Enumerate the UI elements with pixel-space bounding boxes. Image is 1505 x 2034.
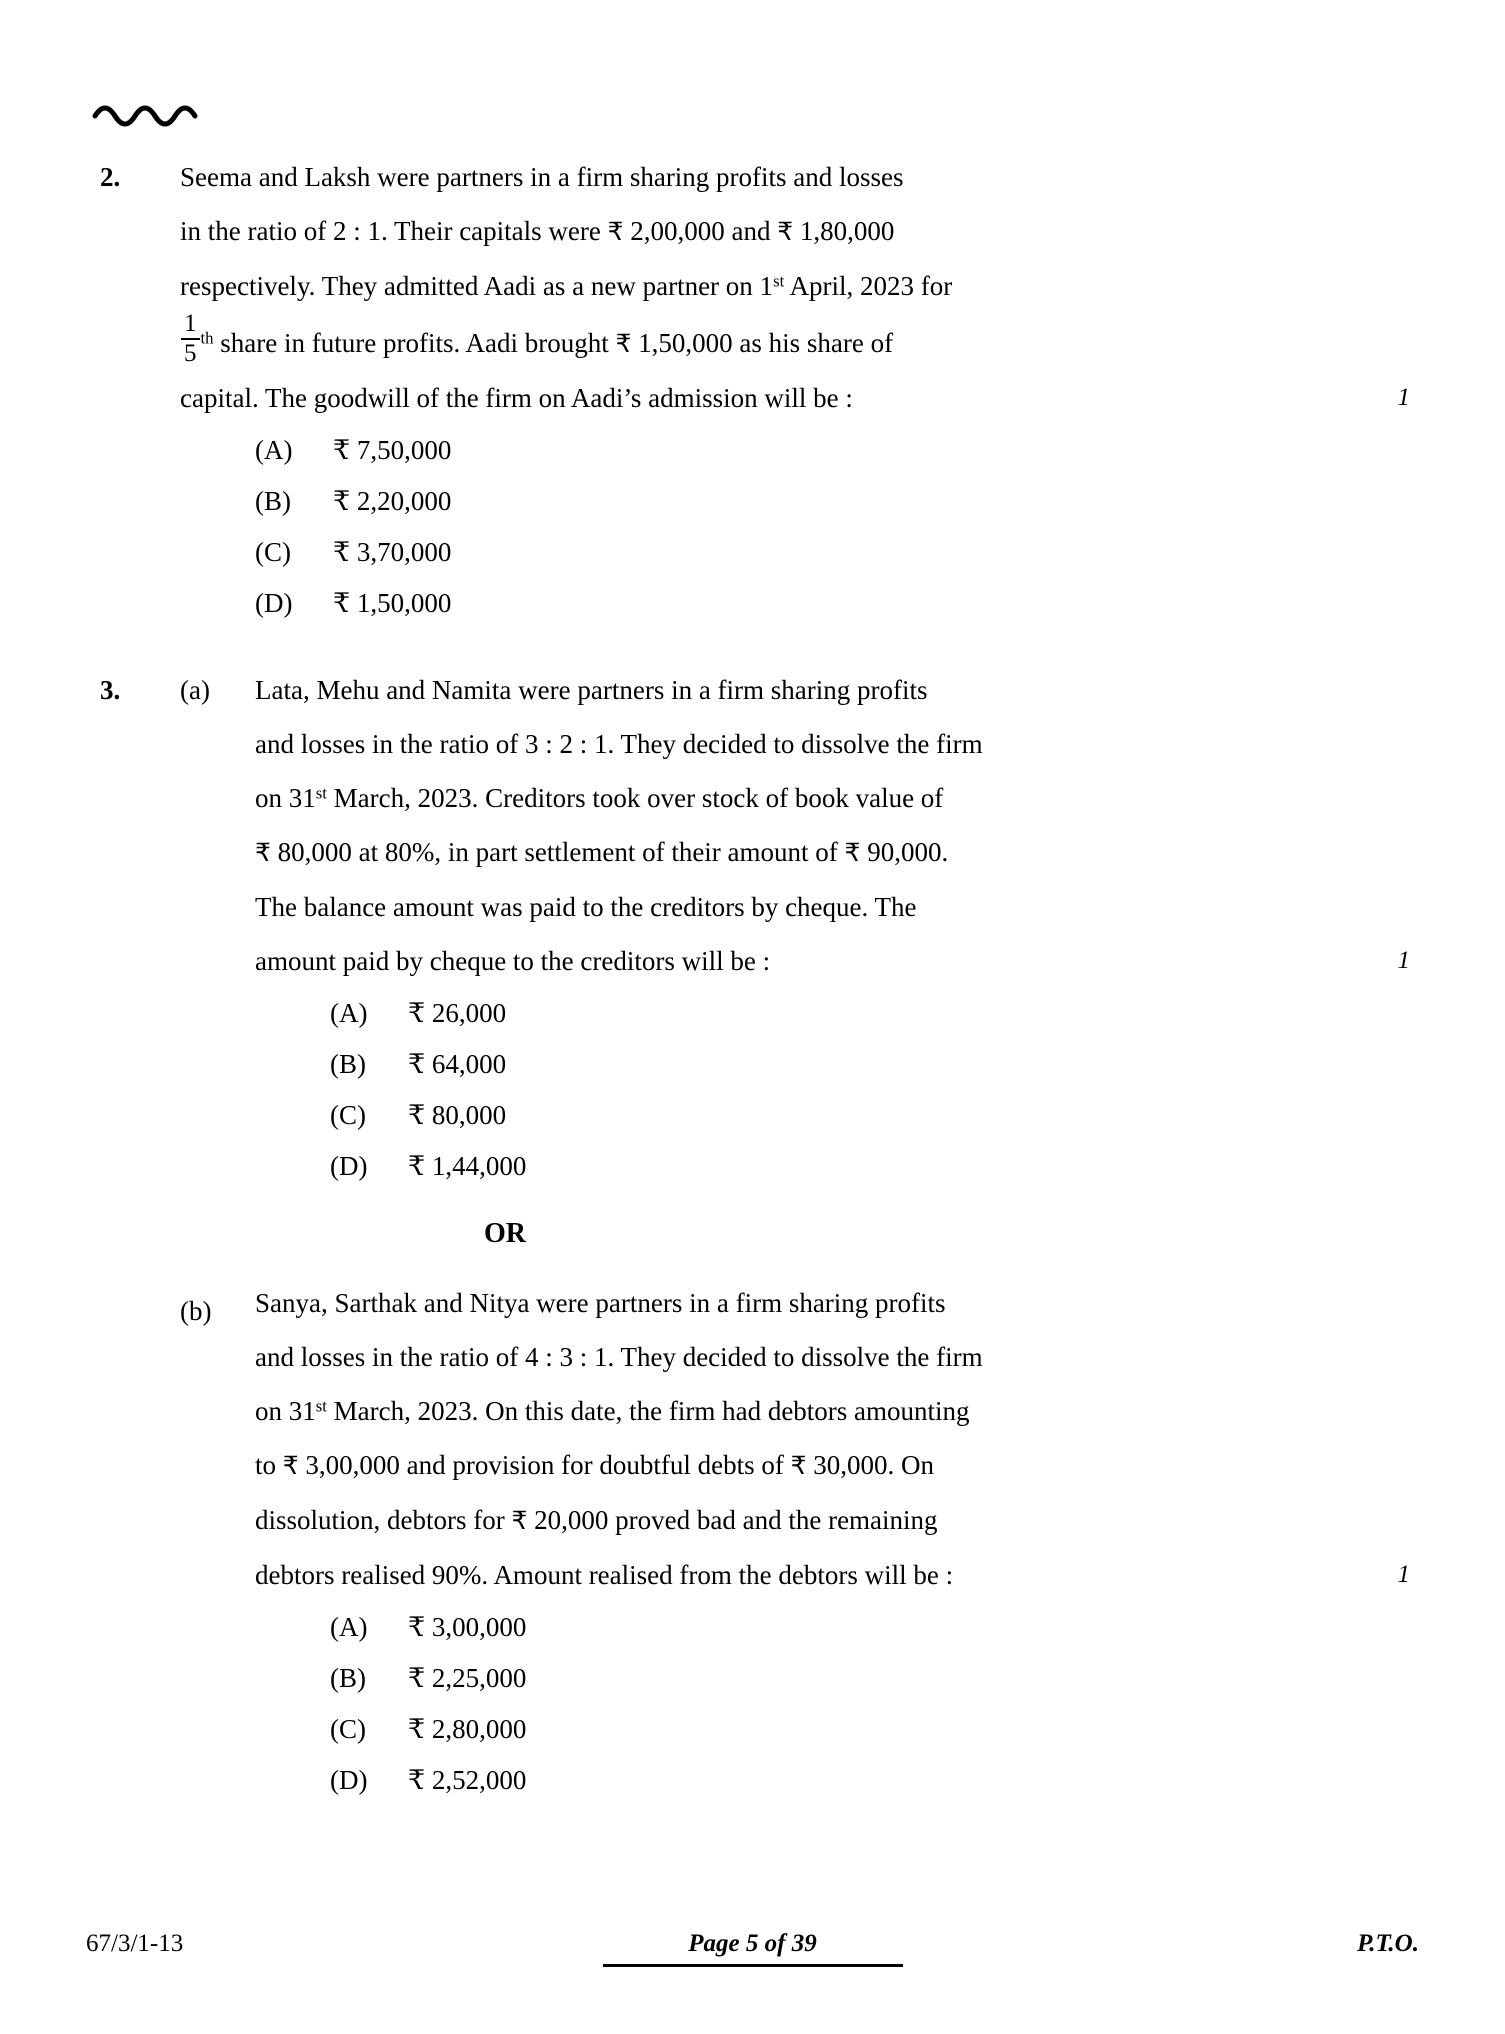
option-text: ₹ 2,20,000 [333,486,452,516]
option-label: (B) [330,1663,366,1693]
question-3a-options [330,988,1410,1192]
option-row[interactable] [255,578,1410,629]
option-text: ₹ 1,44,000 [408,1151,527,1181]
question-content [100,150,1410,1806]
option-label: (D) [330,1151,368,1181]
option-label: (C) [330,1714,366,1744]
ordinal-suffix: st [773,271,785,291]
stem-text: Lata, Mehu and Namita were partners in a firm sharing profits [255,675,928,705]
question-3 [100,663,1410,1806]
footer-rule [603,1964,903,1967]
stem-line [255,1276,1310,1330]
stem-text: 30,000. On [806,1450,935,1480]
option-text: ₹ 2,80,000 [408,1714,527,1744]
marks-indicator: 1 [1397,1561,1410,1588]
rupee-symbol: ₹ [255,839,271,867]
option-row[interactable] [330,1039,1410,1090]
option-label: (C) [255,537,291,567]
question-3b-stem [255,1276,1410,1602]
option-text: ₹ 2,52,000 [408,1765,527,1795]
option-row[interactable] [330,988,1410,1039]
stem-text: 80,000 at 80%, in part settlement of their amount of [270,837,845,867]
option-row[interactable] [330,1090,1410,1141]
stem-text: dissolution, debtors for [255,1505,512,1535]
stem-text: in the ratio of 2 : 1. Their capitals were [180,216,608,246]
option-text: ₹ 7,50,000 [333,435,452,465]
paper-code: 67/3/1-13 [86,1930,184,1957]
option-label: (B) [255,486,291,516]
stem-line [255,663,1310,717]
stem-text: March, 2023. Creditors took over stock of book value of [326,783,944,813]
stem-line [180,150,1310,204]
stem-line [255,934,1410,988]
stem-text: 1,80,000 [793,216,895,246]
question-3b-options [330,1602,1410,1806]
option-text: ₹ 2,25,000 [408,1663,527,1693]
stem-line-fraction [180,310,1310,371]
stem-text: capital. The goodwill of the firm on Aadi’s admission will be : [180,383,853,413]
rupee-symbol: ₹ [511,1507,528,1535]
option-text: ₹ 3,70,000 [333,537,452,567]
stem-text: on 31 [255,1396,316,1426]
question-3a-stem [255,663,1410,988]
rupee-symbol: ₹ [790,1452,807,1480]
question-3-number: 3. [100,675,121,705]
option-label: (A) [255,435,293,465]
option-text: ₹ 80,000 [408,1100,507,1130]
or-divider: OR [484,1218,526,1249]
wavy-line-icon [92,98,202,130]
stem-text: The balance amount was paid to the creditors by cheque. The [255,892,917,922]
stem-text: to [255,1450,283,1480]
rupee-symbol: ₹ [777,218,794,246]
stem-text: 20,000 proved bad and the remaining [527,1505,938,1535]
option-text: ₹ 1,50,000 [333,588,452,618]
stem-text: 2,00,000 and [623,216,778,246]
stem-text: 90,000. [860,837,949,867]
block-spacer [100,629,1410,663]
option-row[interactable] [330,1755,1410,1806]
block-spacer [100,1192,1410,1206]
stem-text: April, 2023 for [784,271,953,301]
question-3a-part-label: (a) [180,675,210,705]
fraction-one-fifth [181,311,200,368]
stem-text: and losses in the ratio of 4 : 3 : 1. They decided to dissolve the firm [255,1342,983,1372]
fraction-denominator: 5 [184,340,197,368]
stem-line [180,204,1310,259]
option-row[interactable] [330,1653,1410,1704]
stem-text: 1,50,000 as his share of [631,328,894,358]
page-footer [86,1930,1419,1976]
stem-line [255,1438,1310,1493]
option-row[interactable] [330,1602,1410,1653]
stem-text: March, 2023. On this date, the firm had debtors amounting [326,1396,970,1426]
fraction-numerator: 1 [184,310,197,337]
marks-indicator: 1 [1397,947,1410,974]
block-spacer [100,1262,1410,1276]
stem-line [255,771,1310,825]
pto-label: P.T.O. [1357,1930,1419,1957]
stem-text: amount paid by cheque to the creditors will be : [255,946,771,976]
page-number [603,1930,903,1967]
stem-text: 3,00,000 and provision for doubtful debts of [298,1450,791,1480]
stem-line [255,1384,1310,1438]
rupee-symbol: ₹ [607,218,624,246]
stem-text: on 31 [255,783,316,813]
stem-text: Sanya, Sarthak and Nitya were partners in a firm sharing profits [255,1288,946,1318]
question-3b-part-label: (b) [180,1296,212,1326]
option-row[interactable] [330,1704,1410,1755]
ordinal-suffix: st [315,783,327,803]
stem-text: share in future profits. Aadi brought [213,328,616,358]
stem-line [255,717,1310,771]
stem-line [255,825,1310,880]
option-label: (D) [330,1765,368,1795]
stem-line [255,1548,1410,1602]
question-2-options [255,425,1410,629]
option-row[interactable] [330,1141,1410,1192]
option-label: (B) [330,1049,366,1079]
option-row[interactable] [255,527,1410,578]
stem-text: Seema and Laksh were partners in a firm sharing profits and losses [180,162,904,192]
marks-indicator: 1 [1397,384,1410,411]
option-text: ₹ 26,000 [408,998,507,1028]
stem-line [180,371,1410,425]
stem-line [255,1330,1310,1384]
rupee-symbol: ₹ [282,1452,299,1480]
ordinal-suffix: th [200,328,214,348]
ordinal-suffix: st [315,1396,327,1416]
option-label: (C) [330,1100,366,1130]
stem-line [255,880,1310,934]
question-2-stem [180,150,1410,425]
option-row[interactable] [255,425,1410,476]
option-label: (A) [330,1612,368,1642]
stem-text: and losses in the ratio of 3 : 2 : 1. They decided to dissolve the firm [255,729,983,759]
question-2-number: 2. [100,162,121,192]
stem-line [255,1493,1310,1548]
option-row[interactable] [255,476,1410,527]
rupee-symbol: ₹ [844,839,861,867]
stem-line [180,259,1310,313]
stem-text: debtors realised 90%. Amount realised from the debtors will be : [255,1560,954,1590]
page-number-label: Page 5 of 39 [688,1930,817,1957]
option-text: ₹ 64,000 [408,1049,507,1079]
question-2 [100,150,1410,629]
option-text: ₹ 3,00,000 [408,1612,527,1642]
option-label: (A) [330,998,368,1028]
option-label: (D) [255,588,293,618]
stem-text: respectively. They admitted Aadi as a new partner on 1 [180,271,774,301]
rupee-symbol: ₹ [615,330,632,358]
